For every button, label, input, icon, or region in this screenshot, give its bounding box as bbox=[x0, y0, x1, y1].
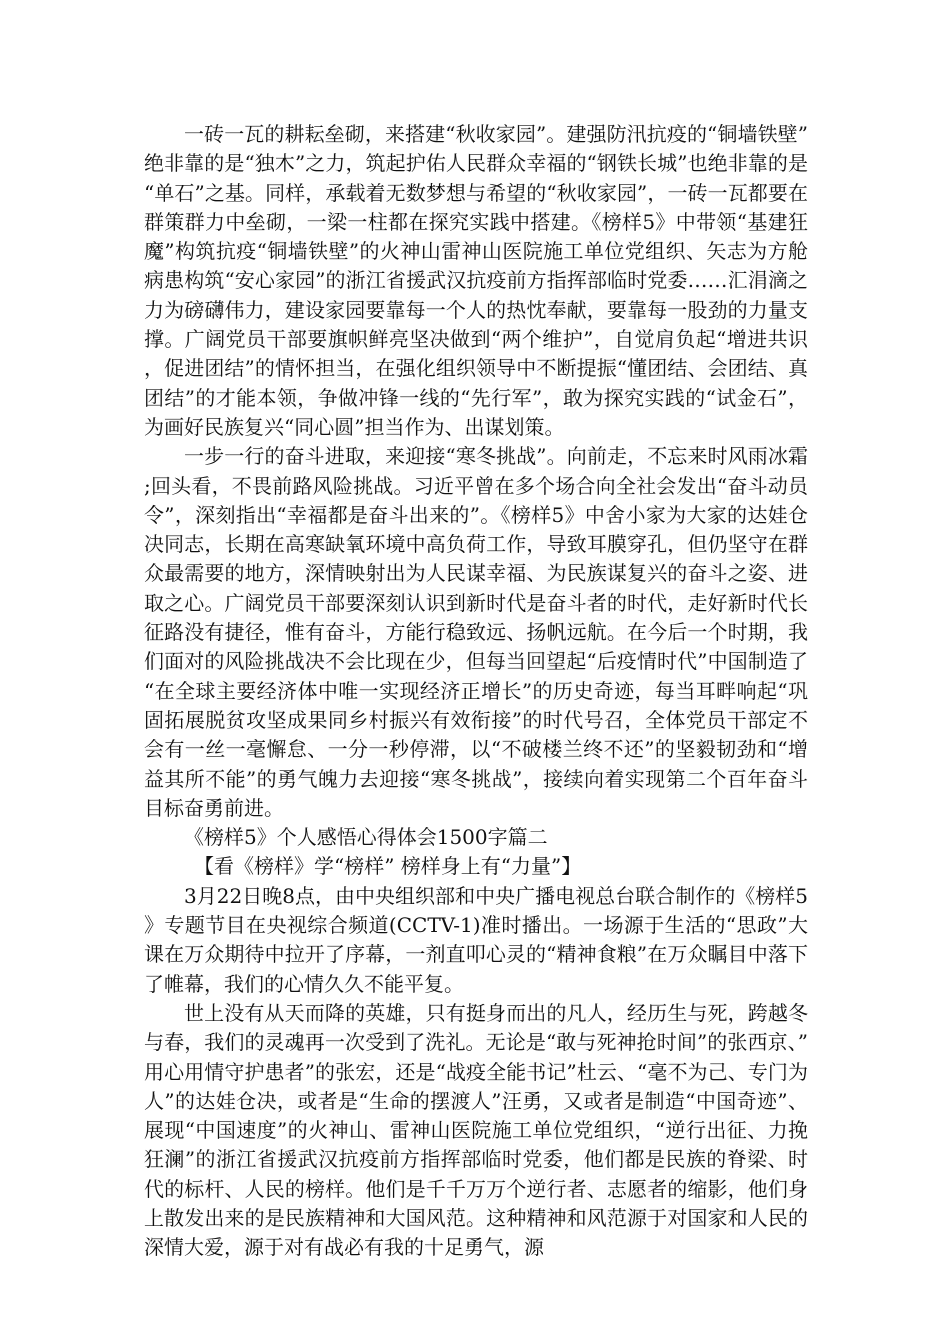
paragraph: 一砖一瓦的耕耘垒砌，来搭建“秋收家园”。建强防汛抗疫的“铜墙铁壁”绝非靠的是“独木”之力，筑起护佑人民群众幸福的“钢铁长城”也绝非靠的是“单石”之基。同样，承载着无数梦想与希望的“秋收家园”，一砖一瓦都要在群策群力中垒砌，一梁一柱都在探究实践中搭建。《榜样5》中带领“基建狂魔”构筑抗疫“铜墙铁壁”的火神山雷神山医院施工单位党组织、矢志为方舱病患构筑“安心家园”的浙江省援武汉抗疫前方指挥部临时党委……汇涓滴之力为磅礴伟力，建设家园要靠每一个人的热忱奉献，要靠每一股劲的力量支撑。广阔党员干部要旗帜鲜亮坚决做到“两个维护”，自觉肩负起“增进共识，促进团结”的情怀担当，在强化组织领导中不断提振“懂团结、会团结、真团结”的才能本领，争做冲锋一线的“先行军”，敢为探究实践的“试金石”，为画好民族复兴“同心圆”担当作为、出谋划策。 bbox=[144, 122, 808, 439]
paragraph: 一步一行的奋斗进取，来迎接“寒冬挑战”。向前走，不忘来时风雨冰霜;回头看，不畏前路风险挑战。习近平曾在多个场合向全社会发出“奋斗动员令”，深刻指出“幸福都是奋斗出来的”。《榜样5》中舍小家为大家的达娃仓决同志，长期在高寒缺氧环境中高负荷工作，导致耳膜穿孔，但仍坚守在群众最需要的地方，深情映射出为人民谋幸福、为民族谋复兴的奋斗之姿、进取之心。广阔党员干部要深刻认识到新时代是奋斗者的时代，走好新时代长征路没有捷径，惟有奋斗，方能行稳致远、扬帆远航。在今后一个时期，我们面对的风险挑战决不会比现在少，但每当回望起“后疫情时代”中国制造了“在全球主要经济体中唯一实现经济正增长”的历史奇迹，每当耳畔响起“巩固拓展脱贫攻坚成果同乡村振兴有效衔接”的时代号召，全体党员干部定不会有一丝一毫懈怠、一分一秒停滞，以“不破楼兰终不还”的坚毅韧劲和“增益其所不能”的勇气魄力去迎接“寒冬挑战”，接续向着实现第二个百年奋斗目标奋勇前进。 bbox=[144, 444, 808, 820]
section-heading: 《榜样5》个人感悟心得体会1500字篇二 bbox=[184, 825, 548, 850]
section-subheading: 【看《榜样》学“榜样” 榜样身上有“力量”】 bbox=[194, 854, 582, 879]
document-body bbox=[144, 120, 808, 1263]
paragraph: 世上没有从天而降的英雄，只有挺身而出的凡人，经历生与死，跨越冬与春，我们的灵魂再一次受到了洗礼。无论是“敢与死神抢时间”的张西京、”用心用情守护患者”的张宏，还是“战疫全能书记”杜云、“毫不为己、专门为人”的达娃仓决，或者是“生命的摆渡人”汪勇，又或者是制造“中国奇迹”、展现“中国速度”的火神山、雷神山医院施工单位党组织，“逆行出征、力挽狂澜”的浙江省援武汉抗疫前方指挥部临时党委，他们都是民族的脊梁、时代的标杆、人民的榜样。他们是千千万万个逆行者、志愿者的缩影，他们身上散发出来的是民族精神和大国风范。这种精神和风范源于对国家和人民的深情大爱，源于对有战必有我的十足勇气，源 bbox=[144, 1000, 808, 1260]
paragraph: 3月22日晚8点，由中央组织部和中央广播电视总台联合制作的《榜样5》专题节目在央视综合频道(CCTV-1)准时播出。一场源于生活的“思政”大课在万众期待中拉开了序幕，一剂直叩心灵的“精神食粮”在万众瞩目中落下了帷幕，我们的心情久久不能平复。 bbox=[144, 883, 808, 996]
